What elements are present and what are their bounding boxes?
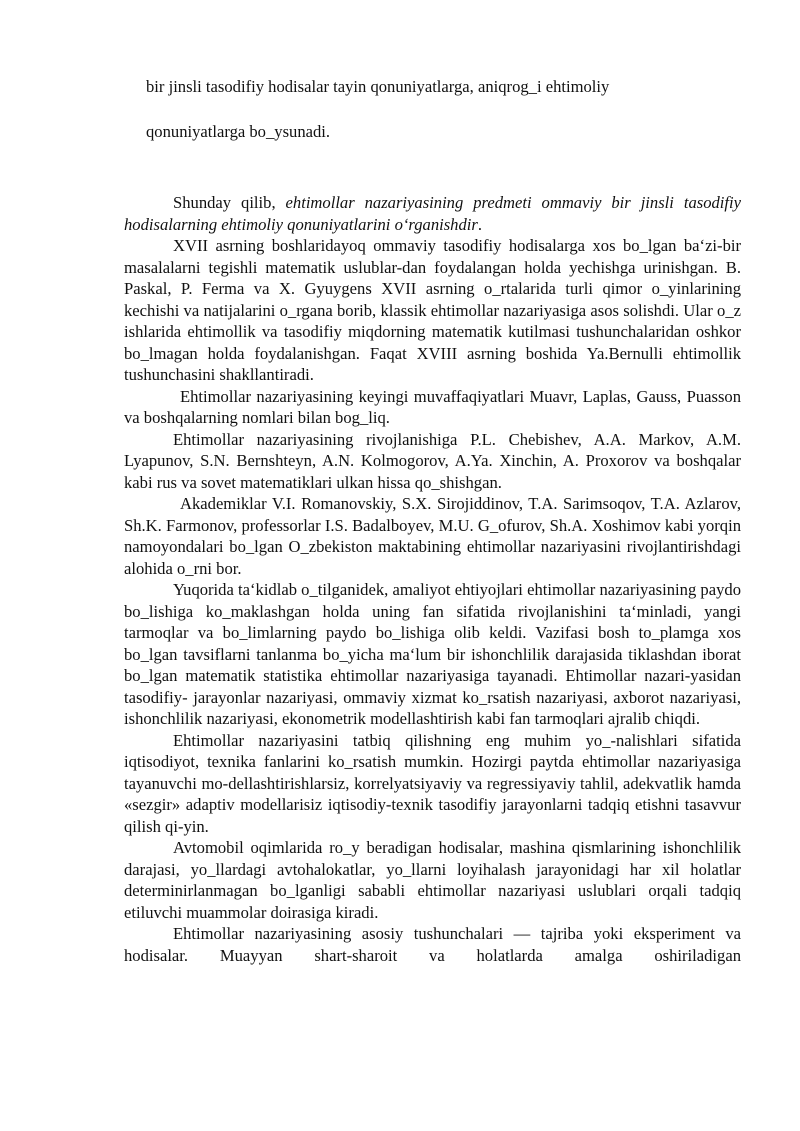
paragraph-automobile-traffic: Avtomobil oqimlarida ro_y beradigan hodisalar, mashina qismlarining ishonchlilik darajasi, yo_llardagi avtohalokatlar, yo_llarni loyihalash jarayonidagi har xil holatlar determinirlanmagan bo_lganligi sababli ehtimollar nazariyasi uslublari orqali tadqiq etiluvchi muammolar doirasiga kiradi. [124,838,741,922]
intro-line-1: bir jinsli tasodifiy hodisalar tayin qonuniyatlarga, aniqrog_i ehtimoliy [146,77,610,96]
definition-italic: ehtimollar nazariyasining predmeti ommaviy bir jinsli tasodifiy hodisalarning ehtimoliy qonuniyatlarini o‘rganishdir [124,193,741,234]
paragraph-russian-soviet-contributors: Ehtimollar nazariyasining rivojlanishiga P.L. Chebishev, A.A. Markov, A.M. Lyapunov, S.N. Bernshteyn, A.N. Kolmogorov, A.Ya. Xinchin, A. Proxorov va boshqalar kabi rus va sovet matematiklari ulkan hissa qo_shishgan. [124,429,741,492]
paragraph-summary: Shunday qilib, ehtimollar nazariyasining predmeti ommaviy bir jinsli tasodifiy hodisalarning ehtimoliy qonuniyatlarini o‘rganishdir. [124,193,741,234]
paragraph-uzbek-school: Akademiklar V.I. Romanovskiy, S.X. Sirojiddinov, T.A. Sarimsoqov, T.A. Azlarov, Sh.K. Farmonov, professorlar I.S. Badalboyev, M.U. G_ofurov, Sh.A. Xoshimov kabi yorqin namoyondalari bo_lgan O_zbekiston maktabining ehtimollar nazariyasini rivojlantirishdagi alohida o_rni bor. [124,494,741,578]
paragraph-history-17th-century: XVII asrning boshlaridayoq ommaviy tasodifiy hodisalarga xos bo_lgan ba‘zi-bir masalalarni tegishli matematik uslublar-dan foydalangan holda yechishga urinishgan. B. Paskal, P. Ferma va X. Gyuygens XVII asrning o_rtalarida turli qimor o_yinlarining kechishi va natijalarini o_rgana borib, klassik ehtimollar nazariyasiga asos solishdi. Ular o_z ishlarida ehtimollik va tasodifiy miqdorning matematik kutilmasi tushunchalaridan oshkor bo_lmagan holda foydalanishgan. Faqat XVIII asrning boshida Ya.Bernulli ehtimollik tushunchasini shakllantiradi. [124,236,741,384]
paragraph-further-successes: Ehtimollar nazariyasining keyingi muvaffaqiyatlari Muavr, Laplas, Gauss, Puasson va boshqalarning nomlari bilan bog_liq. [124,386,741,427]
paragraph-applications: Ehtimollar nazariyasini tatbiq qilishning eng muhim yo_-nalishlari sifatida iqtisodiyot, texnika fanlarini ko_rsatish mumkin. Hozirgi paytda ehtimollar nazariyasiga tayanuvchi mo-dellashtirishlarsiz, korrelyatsiyaviy va regressiyaviy tahlil, adekvatlik hamda «sezgir» adaptiv modellarisiz iqtisodiy-texnik tasodifiy jarayonlarni tadqiq etishni tasavvur qilish qi-yin. [124,730,741,836]
paragraph-practical-needs: Yuqorida ta‘kidlab o_tilganidek, amaliyot ehtiyojlari ehtimollar nazariyasining paydo bo_lishiga ko_maklashgan holda uning fan sifatida rivojlanishini ta‘minladi, yangi tarmoqlar va bo_limlarning paydo bo_lishiga olib keldi. Vazifasi bosh to_plamga xos bo_lgan tavsiflarni tanlanma bo_yicha ma‘lum bir ishonchlilik darajasida tiklashdan iborat bo_lgan matematik statistika ehtimollar nazariyasiga tayanadi. Ehtimollar nazari-yasidan tasodifiy- jarayonlar nazariyasi, ommaviy xizmat ko_rsatish nazariyasi, axborot nazariyasi, ishonchlilik nazariyasi, ekonometrik modellashtirish kabi fan tarmoqlari ajralib chiqdi. [124,580,741,728]
body-text [124,192,741,966]
paragraph-basic-concepts: Ehtimollar nazariyasining asosiy tushunchalari — tajriba yoki eksperiment va hodisalar. Muayyan shart-sharoit va holatlarda amalga oshiriladigan [124,924,741,965]
intro-line-2: qonuniyatlarga bo_ysunadi. [146,122,331,141]
